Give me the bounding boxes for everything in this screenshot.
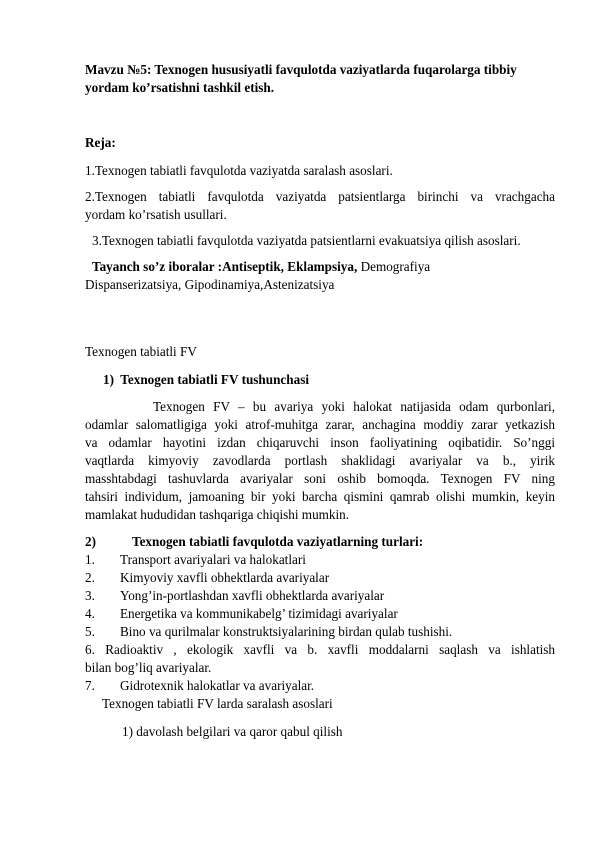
- keywords-rest: Demografiya: [357, 259, 431, 274]
- subsection-2-number: 2): [85, 534, 96, 549]
- title-line-1: Mavzu №5: Texnogen hususiyatli favqulotda vaziyatlarda fuqarolarga tibbiy: [85, 62, 517, 77]
- title-line-2: yordam ko’rsatishni tashkil etish.: [85, 80, 275, 95]
- plan-item-3: 3.Texnogen tabiatli favqulotda vaziyatda patsientlarni evakuatsiya qilish asoslari.: [92, 233, 521, 248]
- list-item-6-line-2: bilan bog’liq avariyalar.: [85, 660, 212, 675]
- plan-item-1: 1.Texnogen tabiatli favqulotda vaziyatda saralash asoslari.: [85, 163, 393, 178]
- subsection-1-heading: [103, 371, 573, 389]
- sorting-item-1: 1) davolash belgilari va qaror qabul qilish: [122, 724, 343, 739]
- list-item-text: Energetika va kommunikabelg’ tizimidagi avariyalar: [120, 606, 398, 621]
- plan-heading: Reja:: [85, 135, 116, 150]
- list-item-6-line-1: 6. Radioaktiv , ekologik xavfli va b. xavfli moddalarni saqlash va ishlatish: [85, 642, 555, 657]
- list-item-text: Transport avariyalari va halokatlari: [120, 552, 306, 567]
- paragraph-line-5: masshtabdagi tashuvlarda avariyalar soni oshib bomoqda. Texnogen FV ning: [85, 471, 555, 486]
- paragraph-line-4: vaqtlarda kimyoviy zavodlarda portlash shaklidagi avariyalar va b., yirik: [85, 453, 555, 468]
- keywords-label: Tayanch so’z iboralar :: [92, 259, 223, 274]
- subsection-1-title: Texnogen tabiatli FV tushunchasi: [120, 372, 310, 387]
- paragraph-line-7: mamlakat hududidan tashqariga chiqishi mumkin.: [85, 507, 350, 522]
- paragraph-line-1: Texnogen FV – bu avariya yoki halokat natijasida odam qurbonlari,: [153, 399, 555, 414]
- paragraph-line-2: odamlar salomatligiga yoki atrof-muhitga zarar, anchagina moddiy zarar yetkazish: [85, 417, 555, 432]
- list-item-text: Gidrotexnik halokatlar va avariyalar.: [120, 678, 315, 693]
- subsection-2-title: Texnogen tabiatli favqulotda vaziyatlarning turlari:: [132, 534, 424, 549]
- list-item-text: Bino va qurilmalar konstruktsiyalarining birdan qulab tushishi.: [120, 624, 453, 639]
- paragraph-line-3: va odamlar hayotini izdan chiqaruvchi inson faoliyatining oqibatidir. So’nggi: [85, 435, 555, 450]
- list-item-number: 7.: [85, 678, 95, 693]
- list-item-number: 5.: [85, 624, 95, 639]
- list-item-number: 3.: [85, 588, 95, 603]
- section-label: Texnogen tabiatli FV: [85, 344, 197, 359]
- list-item-text: Yong’in-portlashdan xavfli obhektlarda avariyalar: [120, 588, 385, 603]
- sorting-heading: Texnogen tabiatli FV larda saralash asoslari: [102, 696, 333, 711]
- keywords-line-1: [92, 258, 562, 276]
- keywords-bold: Antiseptik, Eklampsiya,: [222, 259, 358, 274]
- subsection-1-number: 1): [103, 372, 114, 387]
- list-item-number: 2.: [85, 570, 95, 585]
- list-item-number: 4.: [85, 606, 95, 621]
- keywords-line-2: Dispanserizatsiya, Gipodinamiya,Astenizatsiya: [85, 277, 335, 292]
- plan-item-2-line-2: yordam ko’rsatish usullari.: [85, 207, 227, 222]
- list-item-text: Kimyoviy xavfli obhektlarda avariyalar: [120, 570, 330, 585]
- plan-item-2-line-1: 2.Texnogen tabiatli favqulotda vaziyatda patsientlarga birinchi va vrachgacha: [85, 189, 555, 204]
- page-title: [85, 61, 555, 97]
- list-item-number: 1.: [85, 552, 95, 567]
- paragraph-line-6: tahsiri individum, jamoaning bir yoki barcha qismini qamrab olishi mumkin, keyin: [85, 489, 555, 504]
